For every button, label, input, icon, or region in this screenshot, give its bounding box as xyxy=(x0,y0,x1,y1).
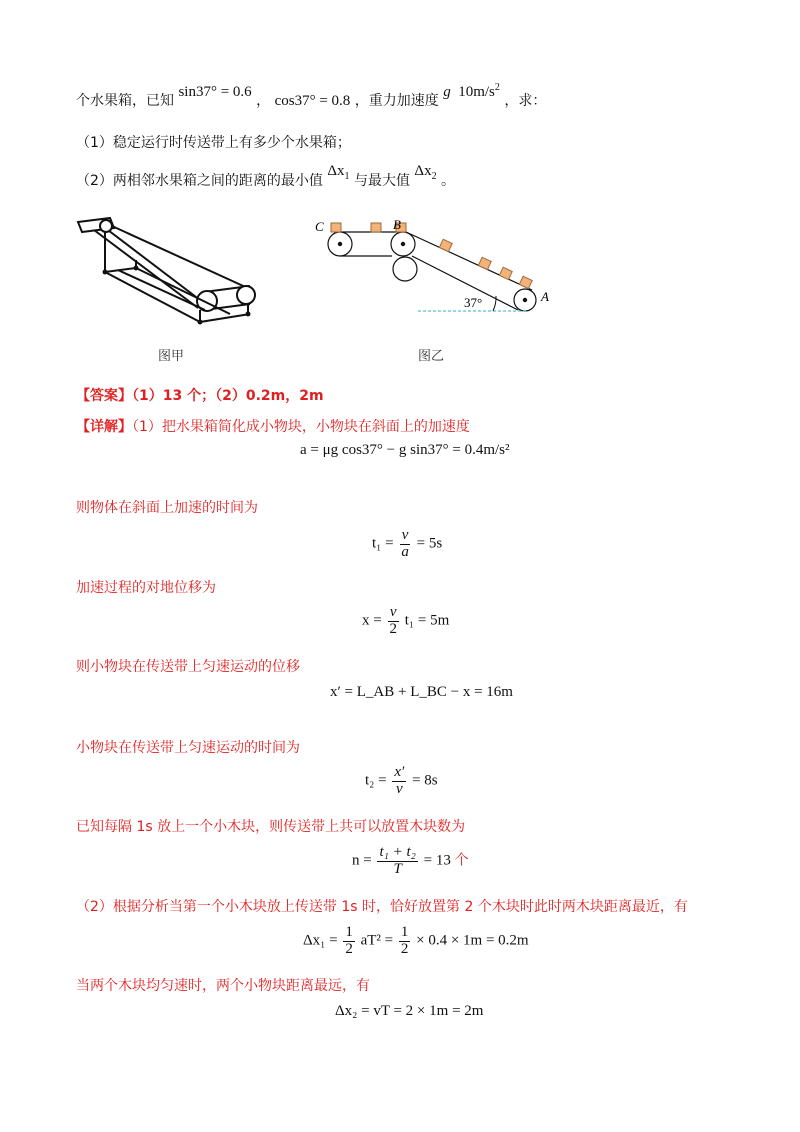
dx2-sub: 2 xyxy=(431,171,437,182)
eq7-den2: 2 xyxy=(400,940,409,957)
dx1-symbol xyxy=(327,163,350,182)
g-symbol: g xyxy=(443,84,451,100)
q2-text-b: 与最大值 xyxy=(353,173,410,189)
eq6-num: t₁ + t₂ xyxy=(379,844,416,860)
eq7-den1: 2 xyxy=(345,940,353,957)
eq7-fraction-1 xyxy=(343,925,355,958)
eq6-rhs: = 13 xyxy=(423,852,451,869)
g-exponent: 2 xyxy=(494,82,500,93)
sentence-7: 当两个木块均匀速时，两个小物块距离最远，有 xyxy=(76,978,370,994)
sentence-4: 小物块在传送带上匀速运动的时间为 xyxy=(76,740,300,756)
equation-t1 xyxy=(372,528,442,561)
eq7-num1: 1 xyxy=(345,924,353,940)
sentence-6: （2）根据分析当第一个小木块放上传送带 1s 时，恰好放置第 2 个木块时此时两木块距离最近，有 xyxy=(76,899,688,915)
eq3-den: 2 xyxy=(389,620,397,637)
eq3-rhs: t₁ = 5m xyxy=(404,612,450,629)
answer-tag: 【答案】 xyxy=(76,388,132,404)
eq6-unit: 个 xyxy=(454,852,469,869)
equation-x-prime: x′ = L_AB + L_BC − x = 16m xyxy=(330,684,513,700)
detail-text: （1）把水果箱简化成小物块，小物块在斜面上的加速度 xyxy=(132,419,470,435)
eq3-fraction xyxy=(387,605,399,638)
eq6-den: T xyxy=(393,860,402,877)
eq3-lhs: x = xyxy=(362,612,382,629)
answer-line xyxy=(76,385,324,405)
eq2-lhs: t₁ = xyxy=(372,535,394,552)
label-angle: 37° xyxy=(464,295,483,310)
eq7-fraction-2 xyxy=(399,925,411,958)
answer-text: （1）13 个；（2）0.2m，2m xyxy=(132,388,324,404)
text-end: ，求： xyxy=(504,93,547,109)
eq7-rhs: × 0.4 × 1m = 0.2m xyxy=(416,932,529,949)
sentence-3: 则小物块在传送带上匀速运动的位移 xyxy=(76,659,300,675)
eq6-fraction xyxy=(377,845,417,878)
gravity-value xyxy=(443,84,500,100)
g-number: 10m/s xyxy=(458,84,495,100)
detail-tag: 【详解】 xyxy=(76,419,132,435)
equation-dx2: Δx₂ = vT = 2 × 1m = 2m xyxy=(335,1003,484,1019)
eq3-num: v xyxy=(389,604,397,620)
eq5-num: x′ xyxy=(394,764,405,780)
eq5-lhs: t₂ = xyxy=(365,772,387,789)
text-gravity: ，重力加速度 xyxy=(354,93,439,109)
eq7-mid: aT² = xyxy=(360,932,394,949)
question-2 xyxy=(76,163,456,192)
equation-x xyxy=(362,605,449,638)
label-c: C xyxy=(315,219,324,234)
problem-line-1 xyxy=(76,82,547,110)
eq2-rhs: = 5s xyxy=(416,535,443,552)
caption-left: 图甲 xyxy=(158,349,185,364)
sentence-1: 则物体在斜面上加速的时间为 xyxy=(76,500,258,516)
dx1-sub: 1 xyxy=(344,171,350,182)
eq5-fraction xyxy=(392,765,406,798)
caption-right: 图乙 xyxy=(418,349,445,364)
sin-value: sin37° = 0.6 xyxy=(178,84,252,100)
dx2-symbol xyxy=(414,163,437,182)
eq5-den: v xyxy=(396,780,403,797)
equation-n xyxy=(352,845,469,878)
label-a: A xyxy=(541,289,549,304)
label-b: B xyxy=(393,217,401,232)
eq7-num2: 1 xyxy=(400,924,409,940)
dx2-base: Δx xyxy=(414,163,432,179)
q2-text-c: 。 xyxy=(441,173,456,189)
question-1: （1）稳定运行时传送带上有多少个水果箱； xyxy=(76,135,351,151)
q2-text-a: （2）两相邻水果箱之间的距离的最小值 xyxy=(76,173,323,189)
separator: ， xyxy=(256,93,271,109)
equation-acceleration: a = μg cos37° − g sin37° = 0.4m/s² xyxy=(300,442,510,458)
detail-line xyxy=(76,416,470,436)
eq6-lhs: n = xyxy=(352,852,372,869)
sentence-5: 已知每隔 1s 放上一个小木块，则传送带上共可以放置木块数为 xyxy=(76,819,466,835)
figure-yi-diagram xyxy=(308,212,568,322)
text-prefix: 个水果箱，已知 xyxy=(76,93,174,109)
eq2-fraction xyxy=(399,528,411,561)
figure-jia-conveyor xyxy=(70,210,270,335)
sentence-2: 加速过程的对地位移为 xyxy=(76,580,216,596)
equation-t2 xyxy=(365,765,438,798)
cos-value: cos37° = 0.8 xyxy=(274,93,351,109)
eq5-rhs: = 8s xyxy=(412,772,438,789)
eq2-den: a xyxy=(401,543,409,560)
equation-dx1 xyxy=(303,925,529,958)
dx1-base: Δx xyxy=(327,163,345,179)
eq7-lhs: Δx₁ = xyxy=(303,932,338,949)
eq2-num: v xyxy=(401,527,409,543)
